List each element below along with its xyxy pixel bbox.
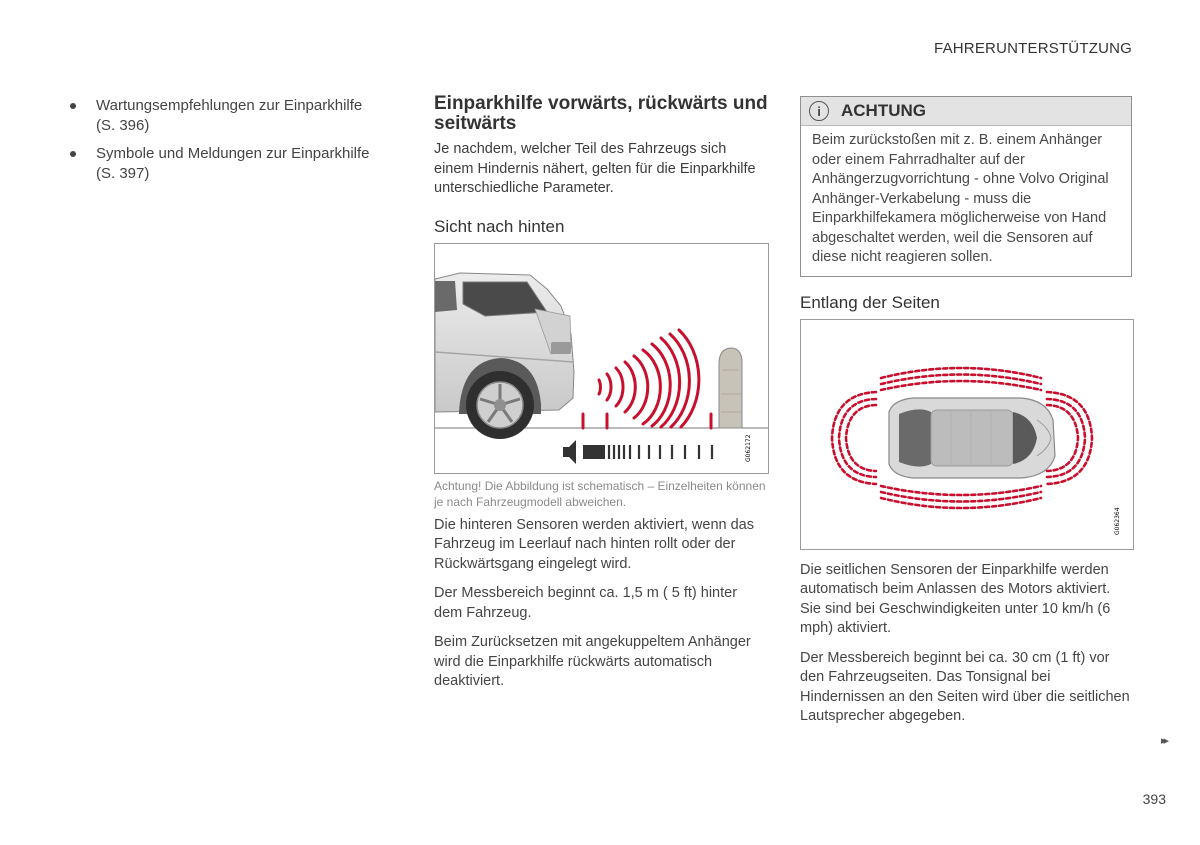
related-link-page-ref[interactable]: (S. 397) [96,164,150,182]
side-sensors-subheading: Entlang der Seiten [800,292,940,312]
continue-arrow-icon: ▸▸ [1160,735,1166,747]
related-link[interactable] [68,96,388,135]
related-link-text[interactable]: Symbole und Meldungen zur Einparkhilfe [96,145,370,162]
sensor-wave-icon [599,330,699,427]
related-link[interactable] [68,144,388,183]
related-links-list [68,96,388,192]
side-sensor-figure [800,319,1134,550]
rear-view-subheading: Sicht nach hinten [434,216,565,236]
warning-text: Beim zurückstoßen mit z. B. einem Anhänger oder einem Fahrradhalter auf der Anhängerzugvorrichtung - ohne Volvo Original Anhänger-Verkabelung - muss die Einparkhilfekamera möglicherweise von Hand abgeschaltet werden, weil die Sensoren auf diese nicht reagieren sollen. [812,132,1109,265]
related-link-text[interactable]: Wartungsempfehlungen zur Einparkhilfe [96,97,363,114]
figure-id: G062364 [1114,506,1121,535]
car-rear-icon [435,273,574,439]
figure-id: G062172 [745,433,752,462]
side-sensor-illustration [801,320,1133,549]
warning-title: ACHTUNG [841,101,926,120]
related-link-page-ref[interactable]: (S. 396) [96,116,150,134]
figure-caption: Achtung! Die Abbildung ist schematisch – Einzelheiten können je nach Fahrzeugmodell abweichen. [434,478,766,509]
info-circle-icon: i [809,101,829,121]
right-column [800,96,1133,737]
rear-sensor-illustration [435,244,768,473]
car-top-view-icon [889,398,1055,478]
intro-paragraph: Je nachdem, welcher Teil des Fahrzeugs sich einem Hindernis nähert, gelten für die Einparkhilfe unterschiedliche Parameter. [434,141,756,196]
body-paragraph: Die seitlichen Sensoren der Einparkhilfe werden automatisch beim Anlassen des Motors aktiviert. Sie sind bei Geschwindigkeiten unter 10 km/h (6 mph) aktiviert. [800,561,1111,636]
body-paragraph: Der Messbereich beginnt ca. 1,5 m ( 5 ft) hinter dem Fahrzeug. [434,585,738,621]
page-number: 393 [1142,791,1166,807]
body-paragraph: Der Messbereich beginnt bei ca. 30 cm (1 ft) vor den Fahrzeugseiten. Das Tonsignal bei Hindernissen an den Seiten wird über die seitlichen Lautsprecher abgegeben. [800,649,1130,724]
body-paragraph: Die hinteren Sensoren werden aktiviert, wenn das Fahrzeug im Leerlauf nach hinten rollt oder der Rückwärtsgang eingelegt wird. [434,516,754,572]
body-paragraph: Beim Zurücksetzen mit angekuppeltem Anhänger wird die Einparkhilfe rückwärts automatisch deaktiviert. [434,634,751,689]
middle-column [434,94,769,702]
warning-box [800,96,1132,277]
section-heading: Einparkhilfe vorwärts, rückwärts und seitwärts [434,93,768,134]
warning-header [801,97,1131,126]
bullet-icon [70,103,76,109]
rear-sensor-figure [434,243,769,474]
bollard-obstacle-icon [719,348,742,428]
bullet-icon [70,151,76,157]
speaker-volume-icon [563,440,712,464]
section-label: FAHRERUNTERSTÜTZUNG [934,40,1132,57]
